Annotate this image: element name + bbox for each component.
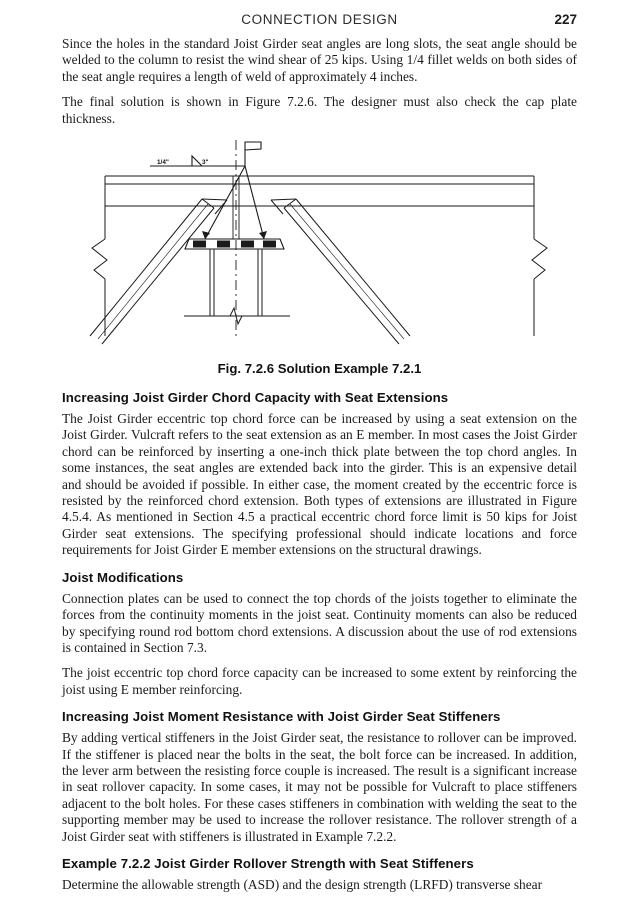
figure-drawing-canvas xyxy=(62,136,577,351)
paragraph-joist-modifications-2: The joist eccentric top chord force capacity can be increased to some extent by reinforcing the joist using E member reinforcing. xyxy=(62,665,577,697)
figure-caption: Fig. 7.2.6 Solution Example 7.2.1 xyxy=(217,361,422,377)
weld-leader-right xyxy=(245,166,264,239)
figure-7-2-6 xyxy=(62,136,577,376)
bolt-mark-4 xyxy=(263,241,276,248)
paragraph-joist-modifications-1: Connection plates can be used to connect the top chords of the joists together to eliminate the forces from the continuity moments in the joist seat. Continuity moments can also be reduced by specifying round rod bottom chord extensions. A discussion about the use of rod extensions is contained in Section 7.3. xyxy=(62,590,577,655)
bolt-mark-1 xyxy=(193,241,206,248)
web-left-inner-face xyxy=(98,204,208,339)
page-number: 227 xyxy=(554,12,577,27)
paragraph-example-7-2-2: Determine the allowable strength (ASD) and the design strength (LRFD) transverse shear xyxy=(62,876,543,892)
heading-chord-capacity: Increasing Joist Girder Chord Capacity with Seat Extensions xyxy=(62,390,449,406)
weld-symbol xyxy=(150,142,264,239)
paragraph-intro-2: The final solution is shown in Figure 7.2.6. The designer must also check the cap plate thickness. xyxy=(62,94,577,126)
break-symbol-right xyxy=(532,176,547,336)
weld-arrowhead-right xyxy=(259,231,267,239)
heading-example-7-2-2: Example 7.2.2 Joist Girder Rollover Strength with Seat Stiffeners xyxy=(62,855,474,871)
heading-joist-modifications: Joist Modifications xyxy=(62,569,184,585)
heading-moment-resistance: Increasing Joist Moment Resistance with Joist Girder Seat Stiffeners xyxy=(62,709,501,725)
field-weld-flag xyxy=(245,142,261,166)
weld-length-label: 3" xyxy=(202,159,209,167)
paragraph-seat-extensions: The Joist Girder eccentric top chord force can be increased by using a seat extension on the Joist Girder. Vulcraft refers to the seat extension as an E member. In most cases the Joist Girder chord can be reinforced by inserting a one-inch thick plate between the top chord angles. In some instances, the seat angles are extended back into the girder. This is an expensive detail and should be avoided if possible. In either case, the moment created by the eccentric force is resisted by the reinforced chord extension. Both types of extensions are illustrated in Figure 4.5.4. As mentioned in Section 4.5 a practical eccentric chord force limit is 50 kips for Joist Girder seat extensions. The specifying professional should indicate locations and force requirements for Joist Girder E member extensions on the structural drawings. xyxy=(62,411,577,558)
paragraph-intro-1: Since the holes in the standard Joist Girder seat angles are long slots, the seat angle should be welded to the column to resist the wind shear of 25 kips. Using 1/4 fillet welds on both sides of the seat angle requires a length of weld of approximately 4 inches. xyxy=(62,36,577,84)
bolt-mark-2 xyxy=(217,241,230,248)
break-symbol-left xyxy=(92,176,107,336)
page-header-title: CONNECTION DESIGN xyxy=(241,12,398,27)
connection-detail-drawing xyxy=(62,136,577,351)
web-right-inner-face xyxy=(290,204,404,339)
web-member-left xyxy=(90,199,214,344)
page-header xyxy=(62,0,577,36)
joist-girder-top-chord xyxy=(105,176,534,206)
paragraph-seat-stiffeners: By adding vertical stiffeners in the Joist Girder seat, the resistance to rollover can be improved. If the stiffener is placed near the bolts in the seat, the bolt force can be increased. In addition, the lever arm between the resisting force couple is increased. The result is a significant increase in seat rollover capacity. In some cases, it may not be possible for Vulcraft to place stiffeners adjacent to the bolt holes. For these cases stiffeners in combination with welding the seat to the supporting member may be used to increase the rollover resistance. The rollover strength of a Joist Girder seat with stiffeners is illustrated in Example 7.2.2. xyxy=(62,730,577,844)
fillet-weld-triangle xyxy=(192,156,202,166)
supporting-column xyxy=(184,249,290,316)
bolt-mark-3 xyxy=(241,241,254,248)
weld-size-label: 1/4" xyxy=(157,159,169,167)
